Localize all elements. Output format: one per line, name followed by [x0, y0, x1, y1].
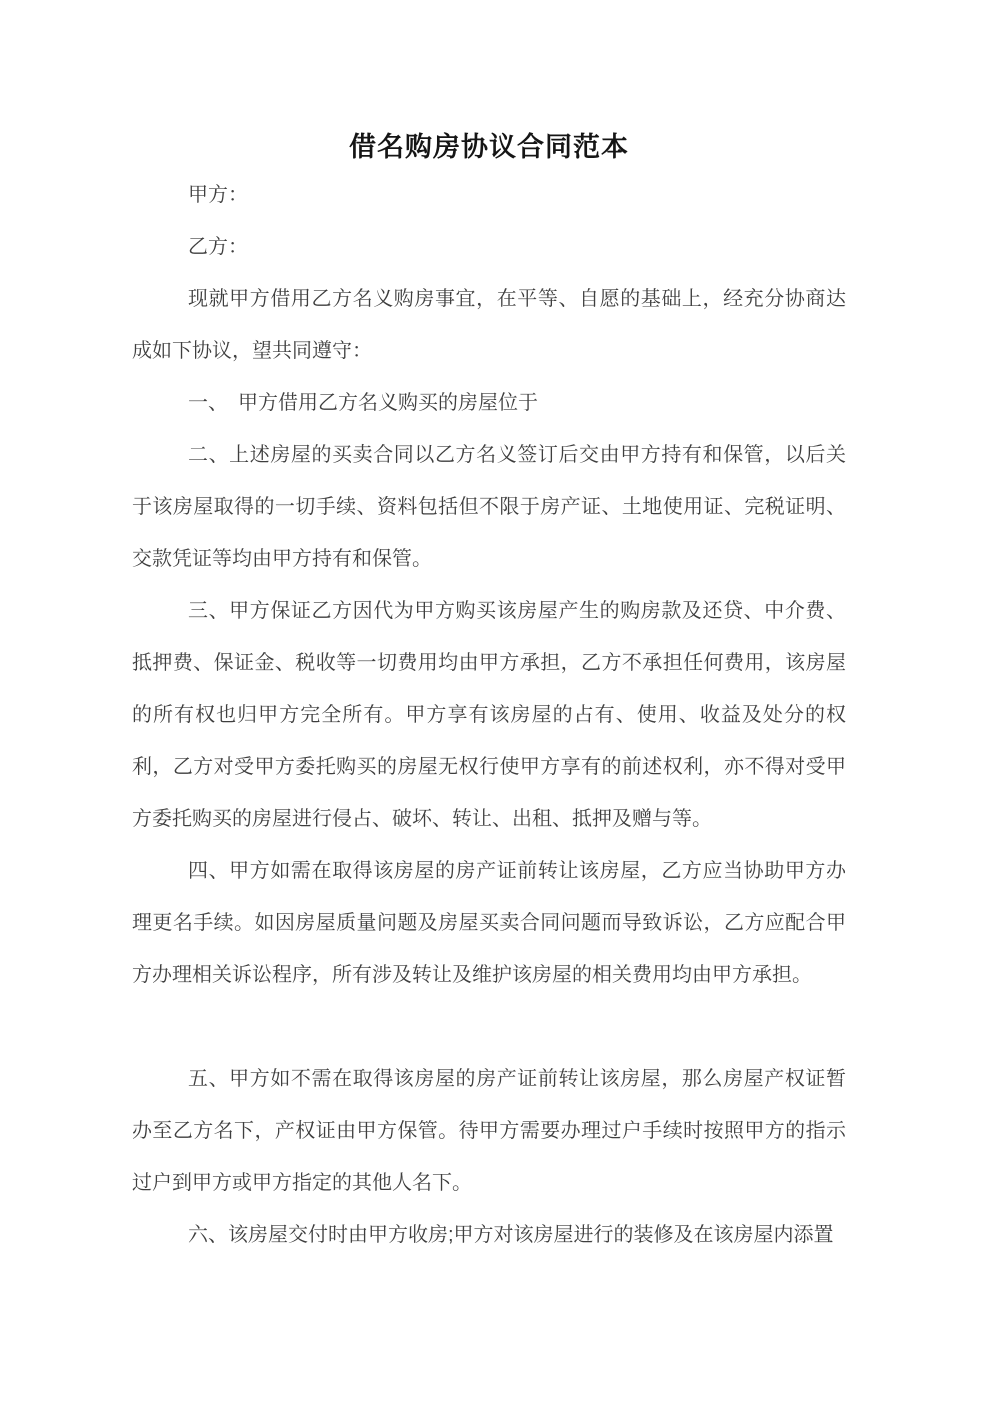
- clause-1: 一、 甲方借用乙方名义购买的房屋位于: [188, 392, 538, 414]
- clause-4: 四、甲方如需在取得该房屋的房产证前转让该房屋，乙方应当协助甲方办理更名手续。如因房屋质量问题及房屋买卖合同问题而导致诉讼，乙方应配合甲方办理相关诉讼程序，所有涉及转让及维护该房屋的相关费用均由甲方承担。: [132, 860, 846, 986]
- clause-6: 六、该房屋交付时由甲方收房;甲方对该房屋进行的装修及在该房屋内添置: [188, 1224, 834, 1246]
- blank-line: [132, 1001, 846, 1053]
- party-b-line: 乙方：: [188, 236, 248, 258]
- document-title: 借名购房协议合同范本: [349, 132, 629, 162]
- preamble-paragraph: 现就甲方借用乙方名义购房事宜，在平等、自愿的基础上，经充分协商达成如下协议，望共同遵守：: [132, 288, 846, 362]
- party-a-line: 甲方：: [188, 184, 248, 206]
- clause-5: 五、甲方如不需在取得该房屋的房产证前转让该房屋，那么房屋产权证暂办至乙方名下，产权证由甲方保管。待甲方需要办理过户手续时按照甲方的指示过户到甲方或甲方指定的其他人名下。: [132, 1068, 846, 1194]
- clause-3: 三、甲方保证乙方因代为甲方购买该房屋产生的购房款及还贷、中介费、抵押费、保证金、税收等一切费用均由甲方承担，乙方不承担任何费用，该房屋的所有权也归甲方完全所有。甲方享有该房屋的占有、使用、收益及处分的权利，乙方对受甲方委托购买的房屋无权行使甲方享有的前述权利，亦不得对受甲方委托购买的房屋进行侵占、破坏、转让、出租、抵押及赠与等。: [132, 600, 846, 830]
- clause-2: 二、上述房屋的买卖合同以乙方名义签订后交由甲方持有和保管，以后关于该房屋取得的一切手续、资料包括但不限于房产证、土地使用证、完税证明、交款凭证等均由甲方持有和保管。: [132, 444, 846, 570]
